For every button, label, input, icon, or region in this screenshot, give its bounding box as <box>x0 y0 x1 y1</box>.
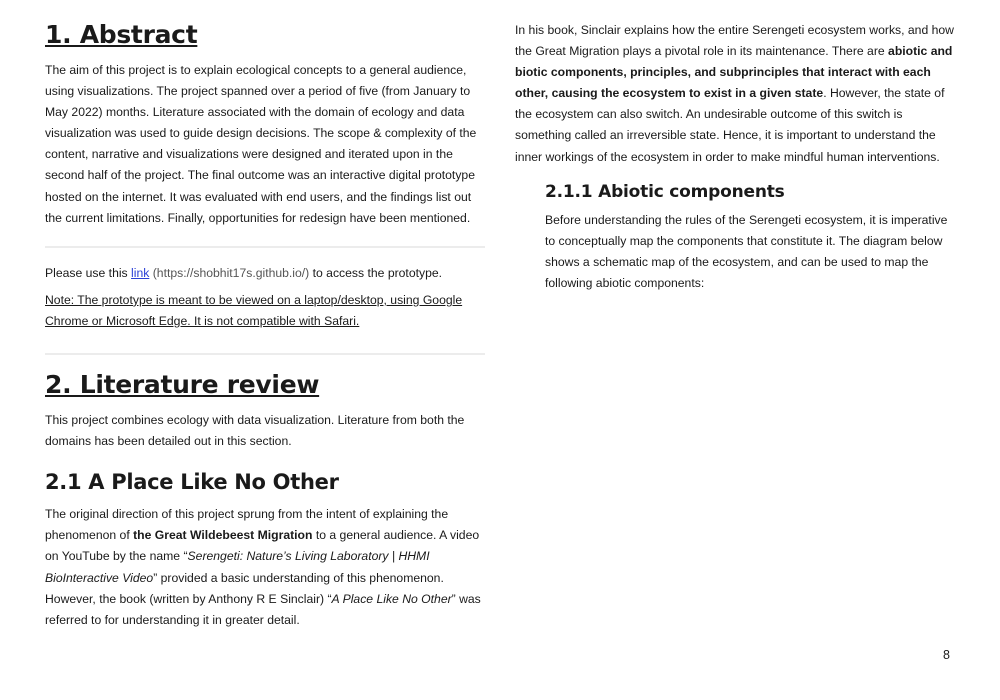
compatibility-note: Note: The prototype is meant to be viewed on a laptop/desktop, using Google Chrome or Microsoft Edge. It is not compatible with Safari. <box>45 292 463 328</box>
divider <box>45 353 485 355</box>
left-column <box>45 20 485 631</box>
text-run: ” provided a basic understanding of this phenomenon. However, the book (written by Anthony R E Sinclair) “ <box>45 570 444 606</box>
text-run: . However, the state of the ecosystem can also switch. An undesirable outcome of this switch is something called an irreversible state. Hence, it is important to understand the inner workings of the ecosystem in order to make mindful human interventions. <box>515 86 945 164</box>
abstract-heading: 1. Abstract <box>45 20 198 49</box>
prototype-access-text <box>45 263 485 284</box>
video-title: Serengeti: Nature’s Living Laboratory | HHMI BioInteractive Video <box>45 549 430 585</box>
abiotic-components-body: Before understanding the rules of the Serengeti ecosystem, it is imperative to conceptually map the components that constitute it. The diagram below shows a schematic map of the ecosystem, and can be used to map the following abiotic components: <box>545 212 948 290</box>
sinclair-paragraph <box>515 20 955 168</box>
text-run: ” was referred to for understanding it in greater detail. <box>45 591 481 627</box>
prototype-link[interactable]: link <box>131 265 150 280</box>
text-run: to a general audience. A video on YouTube by the name “ <box>45 528 480 564</box>
abstract-body: The aim of this project is to explain ecological concepts to a general audience, using visualizations. The project spanned over a period of five (from January to May 2022) months. Literature associated with the domain of ecology and data visualization was used to guide design decisions. The scope & complexity of the content, narrative and visualizations were designed and iterated upon in the second half of the project. The final outcome was an interactive digital prototype hosted on the internet. It was evaluated with end users, and the findings list out the current limitations. Finally, opportunities for redesign have been mentioned. <box>45 63 477 225</box>
abiotic-components-heading: 2.1.1 Abiotic components <box>545 181 785 202</box>
access-suffix: to access the prototype. <box>309 265 443 280</box>
page-number: 8 <box>943 648 950 662</box>
right-column <box>515 20 955 294</box>
prototype-url: (https://shobhit17s.github.io/) <box>149 265 310 280</box>
bold-run: abiotic and biotic components, principles, and subprinciples that interact with each other, causing the ecosystem to exist in a given state <box>515 44 953 101</box>
text-run: In his book, Sinclair explains how the entire Serengeti ecosystem works, and how the Great Migration plays a pivotal role in its maintenance. There are <box>515 23 954 59</box>
bold-run: the Great Wildebeest Migration <box>133 528 313 543</box>
literature-heading: 2. Literature review <box>45 370 320 400</box>
access-prefix: Please use this <box>45 265 132 280</box>
section-heading-place-like-no-other: 2.1 A Place Like No Other <box>45 470 339 495</box>
book-title: A Place Like No Other <box>331 591 452 606</box>
literature-intro: This project combines ecology with data visualization. Literature from both the domains has been detailed out in this section. <box>45 413 465 449</box>
place-like-no-other-body <box>45 504 485 631</box>
text-run: The original direction of this project sprung from the intent of explaining the phenomenon of <box>45 507 449 543</box>
divider <box>45 246 485 248</box>
